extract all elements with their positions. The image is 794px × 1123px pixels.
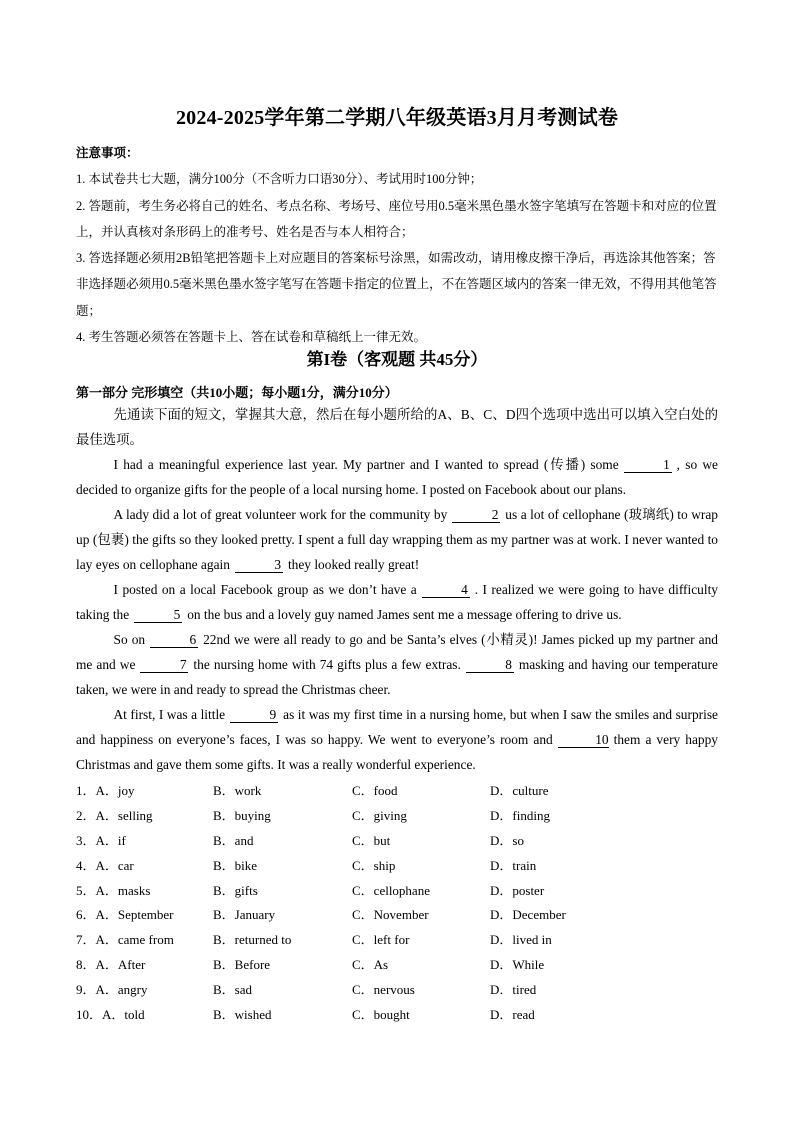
passage-text: At first, I was a little [113,707,226,722]
option-a: 3．A．if [76,832,126,848]
passage-paragraph [76,452,718,502]
option-row [76,880,718,905]
answer-options [76,780,718,1029]
option-row [76,954,718,979]
option-c: C．ship [352,857,396,873]
option-b: B．returned to [213,932,292,948]
option-a: 10．A．told [76,1007,145,1023]
option-b: B．sad [213,982,253,998]
option-c: C．giving [352,807,407,823]
option-a: 5．A．masks [76,882,151,898]
blank-6: 6 [150,633,198,648]
option-a: 9．A．angry [76,982,148,998]
option-b: B．work [213,783,262,798]
blank-3: 3 [235,558,283,573]
option-a: 1．A．joy [76,783,135,798]
note-item: 1. 本试卷共七大题，满分100分（不含听力口语30分）、考试用时100分钟； [76,172,483,187]
blank-9: 9 [230,708,278,723]
passage-text: I had a meaningful experience last year. My partner and I wanted to spread (传播) some [113,457,619,472]
passage-text: as it was my first time in a nursing home, but when I saw the smiles and surprise and happiness on everyone’s faces, I was so happy. We went to everyone’s room and [76,707,718,747]
option-d: D．While [490,957,545,973]
note-item: 3. 答选择题必须用2B铅笔把答题卡上对应题目的答案标号涂黑，如需改动，请用橡皮擦干净后，再选涂其他答案；答非选择题必须用0.5毫米黑色墨水签字笔写在答题卡指定的位置上，不在答题区域内的答案一律无效，不得用其他笔答题； [76,251,717,318]
instruction-text: 先通读下面的短文，掌握其大意，然后在每小题所给的A、B、C、D四个选项中选出可以填入空白处的最佳选项。 [76,407,718,447]
note-item: 4. 考生答题必须答在答题卡上、答在试卷和草稿纸上一律无效。 [76,330,427,345]
blank-5: 5 [134,608,182,623]
page-title: 2024-2025学年第二学期八年级英语3月月考测试卷 [175,107,619,129]
blank-1: 1 [624,458,672,473]
cloze-passage [76,402,718,777]
passage-text: us a lot of cellophane (玻璃纸) to wrap up (包裹) the gifts so they looked pretty. I spent a full day wrapping them as my partner was at work. I never wanted to lay eyes on cellophane again [76,507,719,572]
option-b: B．Before [213,957,271,973]
blank-2: 2 [452,508,500,523]
option-c: C．nervous [352,982,415,998]
option-b: B．wished [213,1007,272,1023]
passage-paragraph [76,702,718,777]
passage-paragraph [76,577,718,627]
option-a: 8．A．After [76,957,146,973]
blank-8: 8 [466,658,514,673]
passage-text: A lady did a lot of great volunteer work for the community by [113,507,448,522]
passage-text: the nursing home with 74 gifts plus a few extras. [193,657,461,672]
blank-10: 10 [558,733,609,748]
section-title: 第I卷（客观题 共45分） [306,350,488,369]
passage-text: , so we decided to organize gifts for the people of a local nursing home. I posted on Facebook about our plans. [76,457,718,497]
passage-paragraph [76,627,718,702]
option-row [76,855,718,880]
option-b: B．buying [213,807,271,823]
option-a: 7．A．came from [76,932,174,948]
notes-heading: 注意事项： [76,146,139,160]
option-d: D．poster [490,882,545,898]
option-d: D．culture [490,783,549,798]
option-row [76,780,718,805]
option-d: D．so [490,832,524,848]
passage-text: So on [113,632,146,647]
option-d: D．read [490,1007,535,1023]
passage-text: 22nd we were all ready to go and be Santa’s elves (小精灵)! James picked up my partner and me and we [76,632,718,672]
option-d: D．lived in [490,932,552,948]
option-d: D．finding [490,807,550,823]
note-item: 2. 答题前，考生务必将自己的姓名、考点名称、考场号、座位号用0.5毫米黑色墨水签字笔填写在答题卡和对应的位置上，并认真核对条形码上的准考号、姓名是否与本人相符合； [76,198,717,239]
option-a: 6．A．September [76,907,174,923]
part-title: 第一部分 完形填空（共10小题；每小题1分，满分10分） [76,385,398,400]
option-c: C．but [352,832,391,848]
option-row [76,830,718,855]
option-c: C．As [352,957,389,973]
option-c: C．food [352,783,398,798]
option-row [76,805,718,830]
option-b: B．and [213,832,254,848]
blank-4: 4 [422,583,470,598]
passage-paragraph [76,502,718,577]
passage-text: masking and having our temperature taken, we were in and ready to spread the Christmas cheer. [76,657,718,697]
passage-text: . I realized we were going to have difficulty taking the [76,582,718,622]
option-row [76,979,718,1004]
blank-7: 7 [140,658,188,673]
passage-text: on the bus and a lovely guy named James sent me a message offering to drive us. [187,607,622,622]
option-b: B．bike [213,857,258,873]
option-d: D．train [490,857,537,873]
option-row [76,1004,718,1029]
option-c: C．November [352,907,429,923]
passage-text: them a very happy Christmas and gave them some gifts. It was a really wonderful experience. [76,732,718,772]
option-d: D．December [490,907,566,923]
option-b: B．gifts [213,882,258,898]
option-b: B．January [213,907,276,923]
option-c: C．bought [352,1007,410,1023]
option-c: C．left for [352,932,410,948]
option-c: C．cellophane [352,882,430,898]
notes-section [76,140,718,350]
passage-text: they looked really great! [287,557,420,572]
option-row [76,904,718,929]
passage-text: I posted on a local Facebook group as we don’t have a [113,582,417,597]
option-d: D．tired [490,982,537,998]
option-a: 4．A．car [76,857,134,873]
option-a: 2．A．selling [76,807,153,823]
option-row [76,929,718,954]
